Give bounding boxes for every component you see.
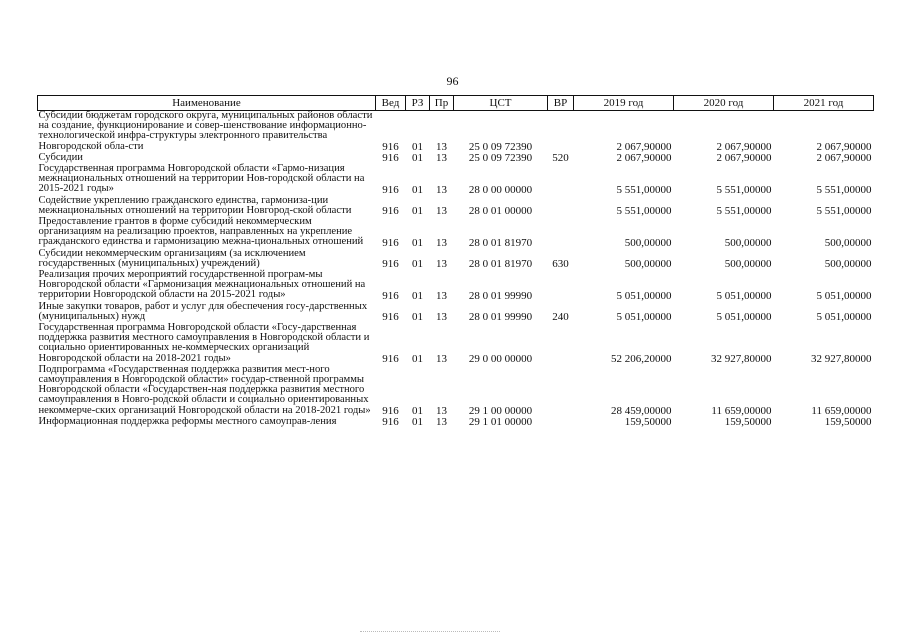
- cell-pr: 13: [436, 183, 447, 196]
- cell-ved: 916: [382, 140, 399, 153]
- cell-pr: 13: [436, 416, 447, 429]
- cell-cst: 28 0 00 00000: [468, 183, 533, 196]
- cell-pr: 13: [436, 258, 447, 271]
- cell-vr: [548, 270, 574, 302]
- cell-y2019: 2 067,90000: [616, 152, 672, 165]
- table-row: [38, 417, 874, 428]
- cell-cst: 25 0 09 72390: [468, 140, 533, 153]
- cell-cst: 29 1 01 00000: [468, 416, 533, 429]
- table-row: [38, 323, 874, 365]
- table-row: [38, 164, 874, 196]
- cell-name: Государственная программа Новгородской области «Гармо-низация межнациональных отношений на территории Нов-городской области на 2015-2021 годы»: [38, 163, 365, 195]
- cell-y2021: 5 551,00000: [816, 205, 872, 218]
- table-row: [38, 249, 874, 270]
- cell-y2019: 159,50000: [624, 416, 672, 429]
- cell-ved: 916: [382, 205, 399, 218]
- header-2019: 2019 год: [574, 96, 674, 111]
- cell-y2021: 2 067,90000: [816, 140, 872, 153]
- cell-ved: 916: [382, 416, 399, 429]
- cell-vr: [548, 111, 574, 153]
- cell-name: Содействие укреплению гражданского единства, гармониза-ции межнациональных отношений на территории Новгород-ской области: [38, 194, 352, 216]
- cell-rz: 01: [412, 311, 423, 324]
- cell-vr: [548, 164, 574, 196]
- budget-table: [37, 95, 874, 428]
- cell-y2019: 5 051,00000: [616, 289, 672, 302]
- cell-rz: 01: [412, 258, 423, 271]
- cell-cst: 29 0 00 00000: [468, 352, 533, 365]
- cell-pr: 13: [436, 152, 447, 165]
- cell-vr: [548, 417, 574, 428]
- cell-rz: 01: [412, 404, 423, 417]
- header-vr: ВР: [548, 96, 574, 111]
- cell-y2020: 32 927,80000: [711, 352, 772, 365]
- cell-pr: 13: [436, 140, 447, 153]
- header-pr: Пр: [430, 96, 454, 111]
- cell-ved: 916: [382, 236, 399, 249]
- cell-vr: [548, 196, 574, 217]
- cell-name: Реализация прочих мероприятий государственной програм-мы Новгородской области «Гармонизация межнациональных отношений на территории Новгородской области на 2015-2021 годы»: [38, 269, 366, 301]
- cell-rz: 01: [412, 416, 423, 429]
- cell-rz: 01: [412, 289, 423, 302]
- cell-cst: 28 0 01 00000: [468, 205, 533, 218]
- footer-mark: [360, 631, 500, 634]
- cell-pr: 13: [436, 236, 447, 249]
- cell-pr: 13: [436, 289, 447, 302]
- table-row: [38, 196, 874, 217]
- cell-cst: 28 0 01 99990: [468, 289, 533, 302]
- cell-vr: 240: [552, 311, 569, 324]
- cell-name: Субсидии: [38, 151, 83, 163]
- cell-y2021: 11 659,00000: [811, 404, 872, 417]
- cell-y2020: 5 551,00000: [716, 205, 772, 218]
- cell-rz: 01: [412, 205, 423, 218]
- cell-cst: 25 0 09 72390: [468, 152, 533, 165]
- cell-pr: 13: [436, 311, 447, 324]
- cell-pr: 13: [436, 352, 447, 365]
- cell-y2019: 500,00000: [624, 236, 672, 249]
- table-row: [38, 270, 874, 302]
- table-row: [38, 111, 874, 153]
- cell-rz: 01: [412, 183, 423, 196]
- cell-ved: 916: [382, 152, 399, 165]
- cell-ved: 916: [382, 258, 399, 271]
- cell-name: Подпрограмма «Государственная поддержка развития мест-ного самоуправления в Новгородской области» государ-ственной программы Новгородской области «Государствен-ная поддержка развития местного самоуправления в Новго-родской области и социально ориентированных некоммерче-ских организаций Новгородской области на 2018-2021 годы»: [38, 363, 371, 416]
- cell-y2020: 11 659,00000: [711, 404, 772, 417]
- header-ved: Вед: [376, 96, 406, 111]
- header-2020: 2020 год: [674, 96, 774, 111]
- cell-ved: 916: [382, 183, 399, 196]
- cell-y2021: 5 051,00000: [816, 289, 872, 302]
- cell-name: Предоставление грантов в форме субсидий некоммерческим организациям на реализацию проектов, направленных на укрепление гражданского единства и гармонизацию межна-циональных отношений: [38, 216, 364, 248]
- cell-y2020: 5 551,00000: [716, 183, 772, 196]
- cell-cst: 28 0 01 81970: [468, 236, 533, 249]
- cell-vr: 520: [552, 152, 569, 165]
- cell-name: Субсидии некоммерческим организациям (за исключением государственных (муниципальных) учреждений): [38, 247, 306, 269]
- cell-rz: 01: [412, 236, 423, 249]
- cell-y2021: 32 927,80000: [811, 352, 872, 365]
- cell-y2019: 5 051,00000: [616, 311, 672, 324]
- cell-cst: 28 0 01 99990: [468, 311, 533, 324]
- header-rz: РЗ: [406, 96, 430, 111]
- table-header: [38, 96, 874, 111]
- cell-y2020: 500,00000: [724, 236, 772, 249]
- cell-vr: 630: [552, 258, 569, 271]
- cell-y2019: 5 551,00000: [616, 205, 672, 218]
- cell-vr: [548, 323, 574, 365]
- cell-ved: 916: [382, 311, 399, 324]
- cell-y2020: 500,00000: [724, 258, 772, 271]
- cell-vr: [548, 217, 574, 249]
- cell-name: Субсидии бюджетам городского округа, муниципальных районов области на создание, функционирование и совер-шенствование информационно-технологической инфра-структуры электронного правительства Новгородской обла-сти: [38, 110, 373, 152]
- header-2021: 2021 год: [774, 96, 874, 111]
- cell-y2020: 5 051,00000: [716, 311, 772, 324]
- header-name: Наименование: [38, 96, 376, 111]
- cell-y2020: 2 067,90000: [716, 140, 772, 153]
- cell-name: Информационная поддержка реформы местного самоуправ-ления: [38, 415, 337, 427]
- cell-rz: 01: [412, 140, 423, 153]
- cell-y2021: 500,00000: [824, 258, 872, 271]
- cell-pr: 13: [436, 205, 447, 218]
- cell-y2021: 2 067,90000: [816, 152, 872, 165]
- cell-cst: 28 0 01 81970: [468, 258, 533, 271]
- cell-y2020: 2 067,90000: [716, 152, 772, 165]
- cell-name: Иные закупки товаров, работ и услуг для обеспечения госу-дарственных (муниципальных) нужд: [38, 300, 368, 322]
- cell-y2021: 5 551,00000: [816, 183, 872, 196]
- cell-name: Государственная программа Новгородской области «Госу-дарственная поддержка развития местного самоуправления в Новгородской области и социально ориентированных не-коммерческих организаций Новгородской области на 2018-2021 годы»: [38, 322, 370, 364]
- cell-rz: 01: [412, 352, 423, 365]
- header-cst: ЦСТ: [454, 96, 548, 111]
- cell-cst: 29 1 00 00000: [468, 404, 533, 417]
- cell-ved: 916: [382, 352, 399, 365]
- cell-y2020: 159,50000: [724, 416, 772, 429]
- cell-rz: 01: [412, 152, 423, 165]
- cell-y2019: 5 551,00000: [616, 183, 672, 196]
- cell-pr: 13: [436, 404, 447, 417]
- cell-y2019: 28 459,00000: [611, 404, 672, 417]
- cell-ved: 916: [382, 289, 399, 302]
- cell-ved: 916: [382, 404, 399, 417]
- cell-vr: [548, 365, 574, 417]
- table-row: [38, 217, 874, 249]
- cell-y2021: 500,00000: [824, 236, 872, 249]
- cell-y2019: 52 206,20000: [611, 352, 672, 365]
- page-number: 96: [446, 74, 459, 88]
- cell-y2019: 500,00000: [624, 258, 672, 271]
- cell-y2021: 159,50000: [824, 416, 872, 429]
- cell-y2020: 5 051,00000: [716, 289, 772, 302]
- table-row: [38, 302, 874, 323]
- table-row: [38, 365, 874, 417]
- cell-y2021: 5 051,00000: [816, 311, 872, 324]
- cell-y2019: 2 067,90000: [616, 140, 672, 153]
